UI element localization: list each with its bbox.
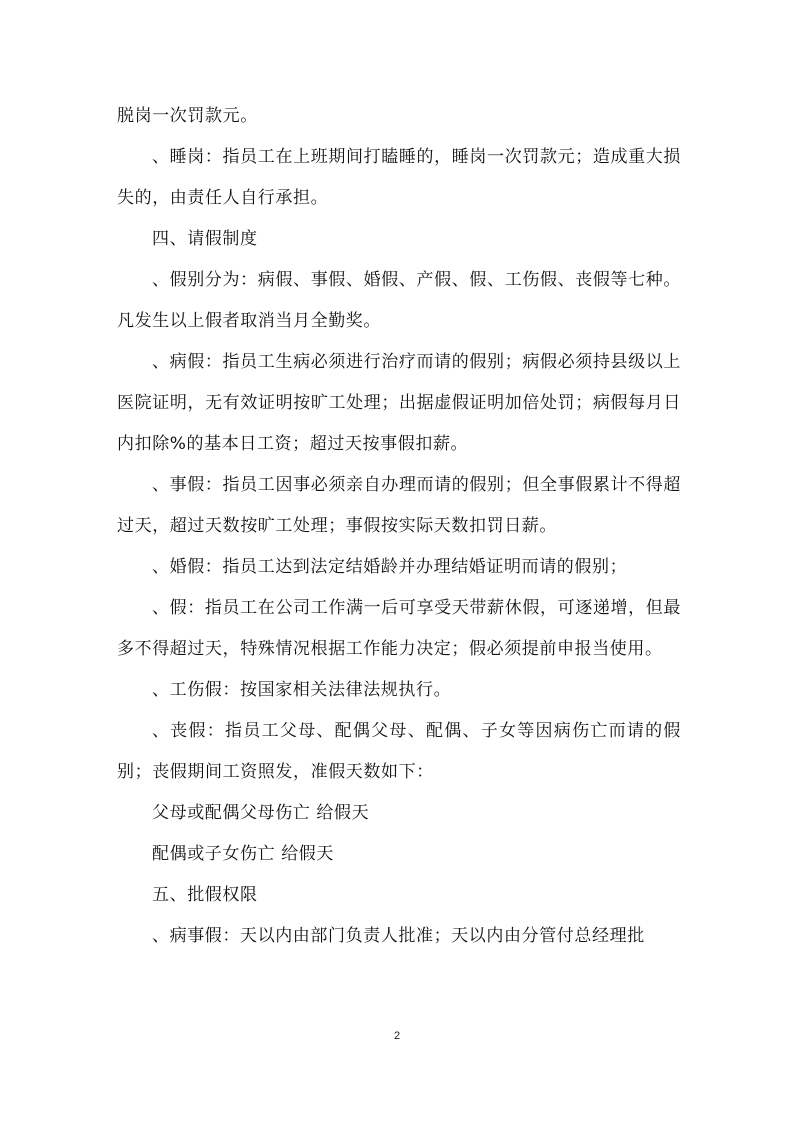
paragraph-5: 、病假：指员工生病必须进行治疗而请的假别；病假必须持县级以上医院证明，无有效证明按旷工处理；出据虚假证明加倍处罚；病假每月日内扣除%的基本日工资；超过天按事假扣薪。 <box>117 352 681 454</box>
paragraph-12: 配偶或子女伤亡 给假天 <box>152 844 335 864</box>
document-body <box>117 96 681 957</box>
paragraph-9: 、工伤假：按国家相关法律法规执行。 <box>152 680 452 700</box>
paragraph-7: 、婚假：指员工达到法定结婚龄并办理结婚证明而请的假别； <box>152 557 628 577</box>
page-number: 2 <box>393 1030 401 1042</box>
paragraph-1: 脱岗一次罚款元。 <box>117 106 258 126</box>
paragraph-14: 、病事假：天以内由部门负责人批准；天以内由分管付总经理批 <box>152 926 645 946</box>
paragraph-11: 父母或配偶父母伤亡 给假天 <box>152 803 370 823</box>
section-heading-4: 四、请假制度 <box>152 229 258 249</box>
paragraph-10: 、丧假：指员工父母、配偶父母、配偶、子女等因病伤亡而请的假别；丧假期间工资照发，准假天数如下： <box>117 721 681 782</box>
paragraph-6: 、事假：指员工因事必须亲自办理而请的假别；但全事假累计不得超过天，超过天数按旷工处理；事假按实际天数扣罚日薪。 <box>117 475 681 536</box>
section-heading-5: 五、批假权限 <box>152 885 258 905</box>
paragraph-2: 、睡岗：指员工在上班期间打瞌睡的，睡岗一次罚款元；造成重大损失的，由责任人自行承担。 <box>117 147 681 208</box>
paragraph-8: 、假：指员工在公司工作满一后可享受天带薪休假，可逐递增，但最多不得超过天，特殊情况根据工作能力决定；假必须提前申报当使用。 <box>117 598 681 659</box>
paragraph-4: 、假别分为：病假、事假、婚假、产假、假、工伤假、丧假等七种。凡发生以上假者取消当月全勤奖。 <box>117 270 681 331</box>
